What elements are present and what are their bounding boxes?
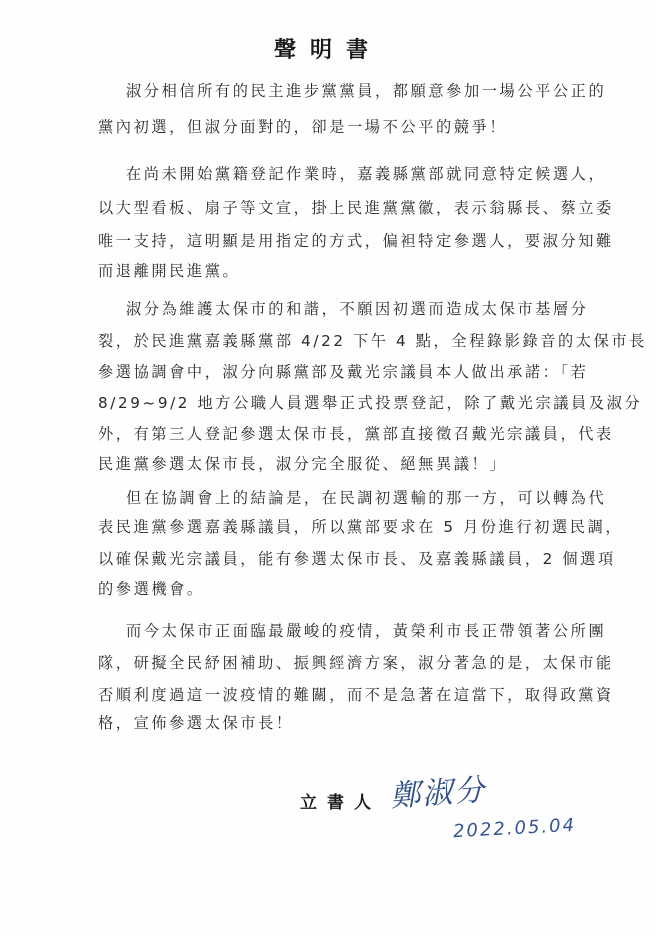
paragraph-3-line-5: 外，有第三人登記參選太保市長，黨部直接徵召戴光宗議員，代表 [98,425,614,443]
paragraph-4-line-2: 表民進黨參選嘉義縣議員，所以黨部要求在 5 月份進行初選民調， [98,518,624,536]
paragraph-3-line-6: 民進黨參選太保市長，淑分完全服從、絕無異議！」 [98,455,508,473]
paragraph-2-line-4: 而退離開民進黨。 [98,262,241,280]
paragraph-2-line-2: 以大型看板、扇子等文宣，掛上民進黨黨徽，表示翁縣長、蔡立委 [98,199,614,217]
paragraph-3-line-3: 參選協調會中，淑分向縣黨部及戴光宗議員本人做出承諾：「若 [98,363,589,381]
paragraph-2-line-3: 唯一支持，這明顯是用指定的方式，偏袒特定參選人，要淑分知難 [98,232,614,250]
handwritten-date: 2022.05.04 [452,814,577,843]
document-title: 聲明書 [273,38,382,63]
paragraph-4-line-3: 以確保戴光宗議員，能有參選太保市長、及嘉義縣議員，2 個選項 [98,550,616,568]
paragraph-5-line-1: 而今太保市正面臨最嚴峻的疫情，黃榮利市長正帶領著公所團 [126,622,607,640]
paragraph-5-line-4: 格，宣佈參選太保市長！ [98,714,294,732]
paragraph-2-line-1: 在尚未開始黨籍登記作業時，嘉義縣黨部就同意特定候選人， [126,165,607,183]
paragraph-5-line-2: 隊，研擬全民紓困補助、振興經濟方案，淑分著急的是，太保市能 [98,654,614,672]
paragraph-4-line-1: 但在協調會上的結論是，在民調初選輸的那一方，可以轉為代 [126,489,607,507]
paragraph-4-line-4: 的參選機會。 [98,580,205,598]
paragraph-3-line-2: 裂，於民進黨嘉義縣黨部 4/22 下午 4 點，全程錄影錄音的太保市長 [98,332,647,350]
paragraph-1-line-1: 淑分相信所有的民主進步黨黨員，都願意參加一場公平公正的 [126,82,607,100]
paragraph-1-line-2: 黨內初選，但淑分面對的，卻是一場不公平的競爭！ [98,118,508,136]
handwritten-signature: 鄭淑分 [389,772,488,815]
paragraph-5-line-3: 否順利度過這一波疫情的難關，而不是急著在這當下，取得政黨資 [98,686,614,704]
paragraph-3-line-4: 8/29~9/2 地方公職人員選舉正式投票登記，除了戴光宗議員及淑分 [98,394,643,412]
signer-label: 立書人 [300,793,381,813]
paragraph-3-line-1: 淑分為維護太保市的和諧，不願因初選而造成太保市基層分 [126,300,589,318]
